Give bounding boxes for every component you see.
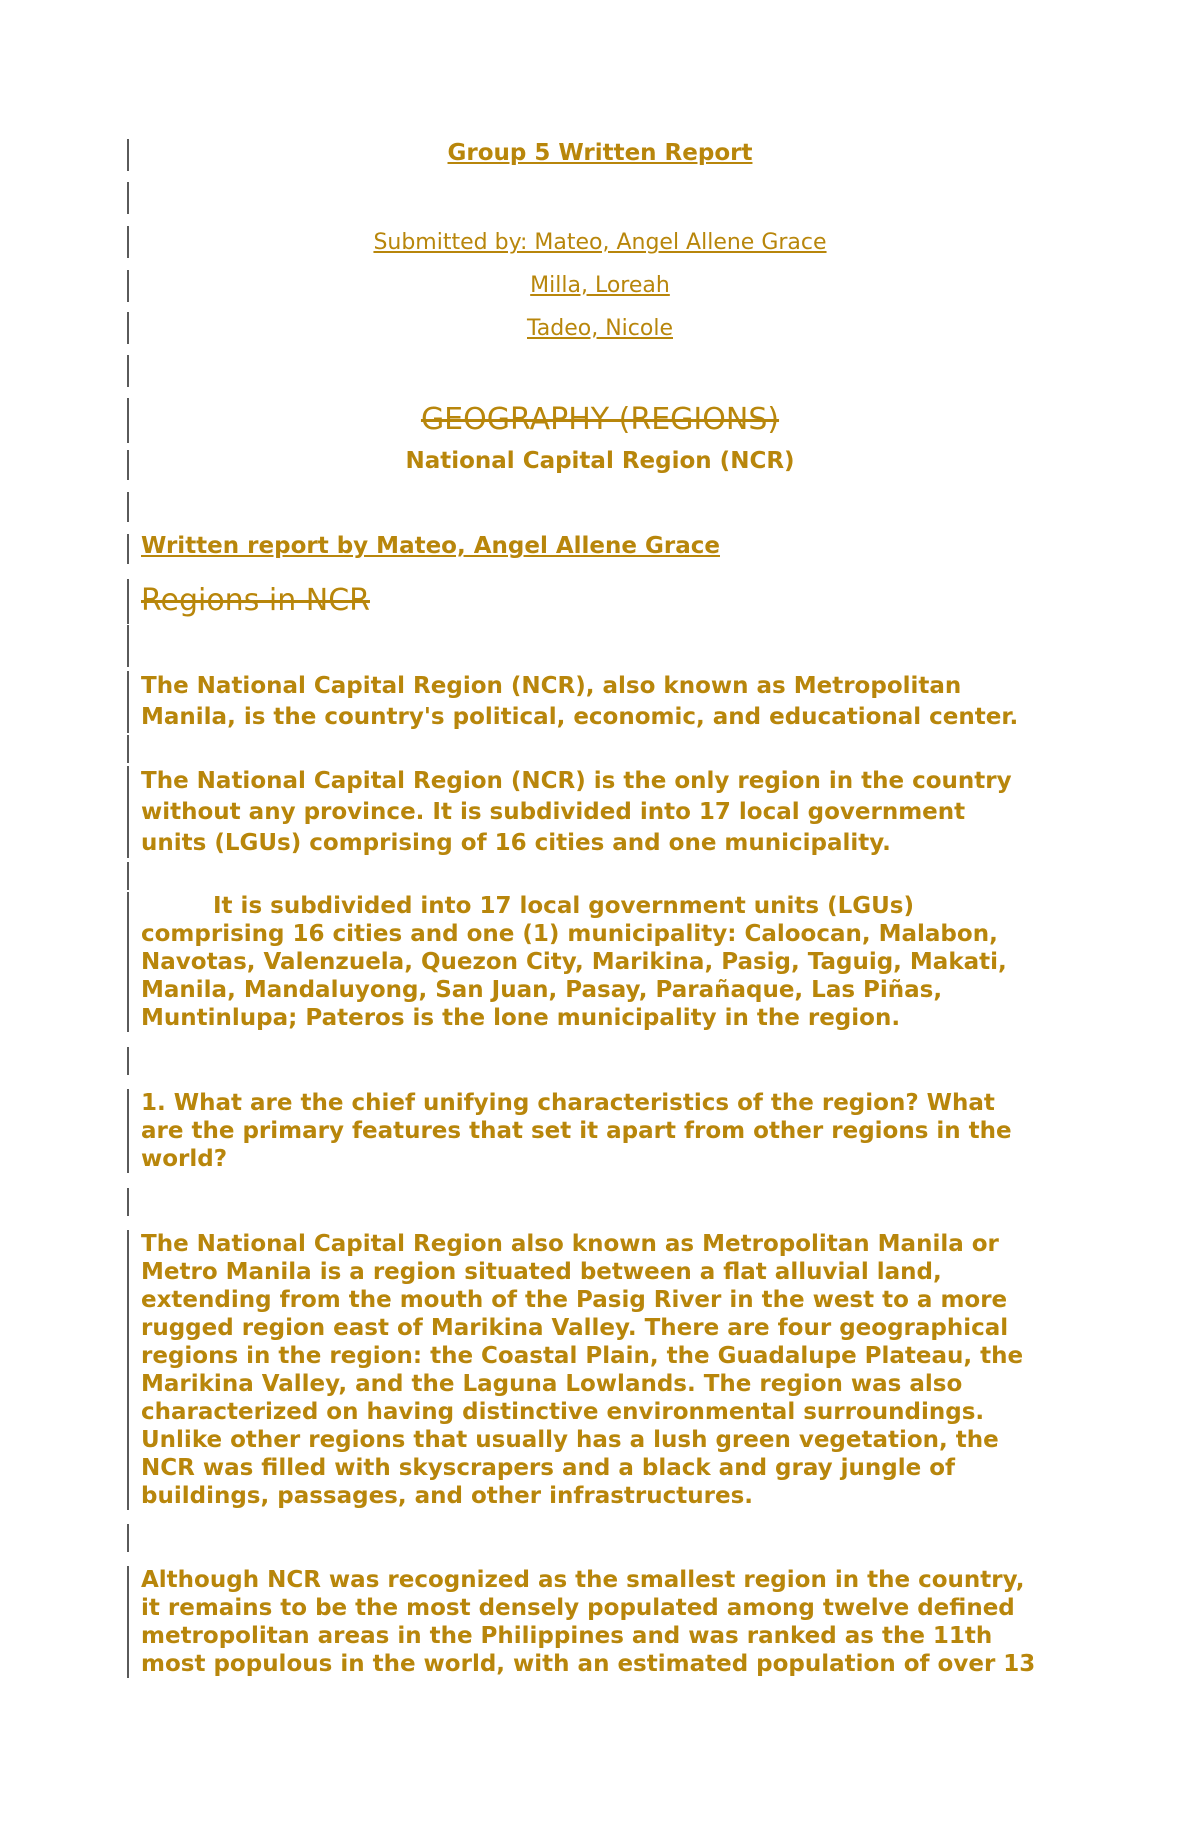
- paragraph: The National Capital Region also known as Metropolitan Manila or Metro Manila is a region situated between a flat alluvial land, extending from the mouth of the Pasig River in the west to a more rugged region east of Marikina Valley. There are four geographical regions in the region: the Coastal Plain, the Guadalupe Plateau, the Marikina Valley, and the Laguna Lowlands. The region was also characterized on having distinctive environmental surroundings. Unlike other regions that usually has a lush green vegetation, the NCR was filled with skyscrapers and a black and gray jungle of buildings, passages, and other infrastructures.: [141, 1231, 1024, 1509]
- change-bar: [127, 355, 129, 387]
- change-bar: [127, 1089, 129, 1173]
- paragraph: Although NCR was recognized as the smallest region in the country, it remains to be the most densely populated among twelve defined metropolitan areas in the Philippines and was ranked as the 11th most populous in the world, with an estimated population of over 13: [141, 1567, 1036, 1677]
- change-bar: [127, 534, 129, 564]
- change-bar: [127, 1524, 129, 1552]
- change-bar: [127, 1188, 129, 1216]
- paragraph: [141, 766, 1071, 859]
- change-bar: [127, 671, 129, 733]
- region-heading: National Capital Region (NCR): [405, 448, 795, 474]
- geography-heading: GEOGRAPHY (REGIONS): [420, 402, 780, 437]
- change-bar: [127, 1047, 129, 1075]
- paragraph: [141, 671, 1071, 733]
- change-bar: [127, 270, 129, 302]
- change-bar: [127, 450, 129, 480]
- change-bar: [127, 625, 129, 667]
- regions-heading: Regions in NCR: [141, 583, 370, 618]
- question: 1. What are the chief unifying characteristics of the region? What are the primary features that set it apart from other regions in the world?: [141, 1090, 1012, 1172]
- change-bar: [127, 579, 129, 624]
- paragraph-text: The National Capital Region (NCR), also known as Metropolitan Manila, is the country's political, economic, and educational center.: [141, 673, 1019, 730]
- change-bar: [127, 1566, 129, 1678]
- change-bar: [127, 312, 129, 344]
- change-bar: [127, 1230, 129, 1510]
- change-bar: [127, 735, 129, 763]
- submitted-by: Submitted by: Mateo, Angel Allene Grace: [373, 230, 827, 255]
- change-bar: [127, 492, 129, 522]
- change-bar: [127, 398, 129, 443]
- report-title: Group 5 Written Report: [447, 140, 753, 166]
- paragraph: It is subdivided into 17 local government units (LGUs) comprising 16 cities and one (1) municipality: Caloocan, Malabon, Navotas, Valenzuela, Quezon City, Marikina, Pasig, Taguig, Makati, Manila, Mandaluyong, San Juan, Pasay, Parañaque, Las Piñas, Muntinlupa; Pateros is the lone municipality in the region.: [141, 893, 1007, 1031]
- member-name: Milla, Loreah: [530, 273, 670, 298]
- author-line: Written report by Mateo, Angel Allene Grace: [141, 533, 720, 559]
- change-bar: [127, 862, 129, 890]
- change-bar: [127, 892, 129, 1032]
- change-bar: [127, 182, 129, 214]
- change-bar: [127, 766, 129, 858]
- paragraph-text: The National Capital Region (NCR) is the only region in the country without any province. It is subdivided into 17 local government units (LGUs) comprising of 16 cities and one municipality.: [141, 768, 1012, 856]
- change-bar: [127, 139, 129, 171]
- member-name: Tadeo, Nicole: [527, 316, 673, 341]
- change-bar: [127, 226, 129, 258]
